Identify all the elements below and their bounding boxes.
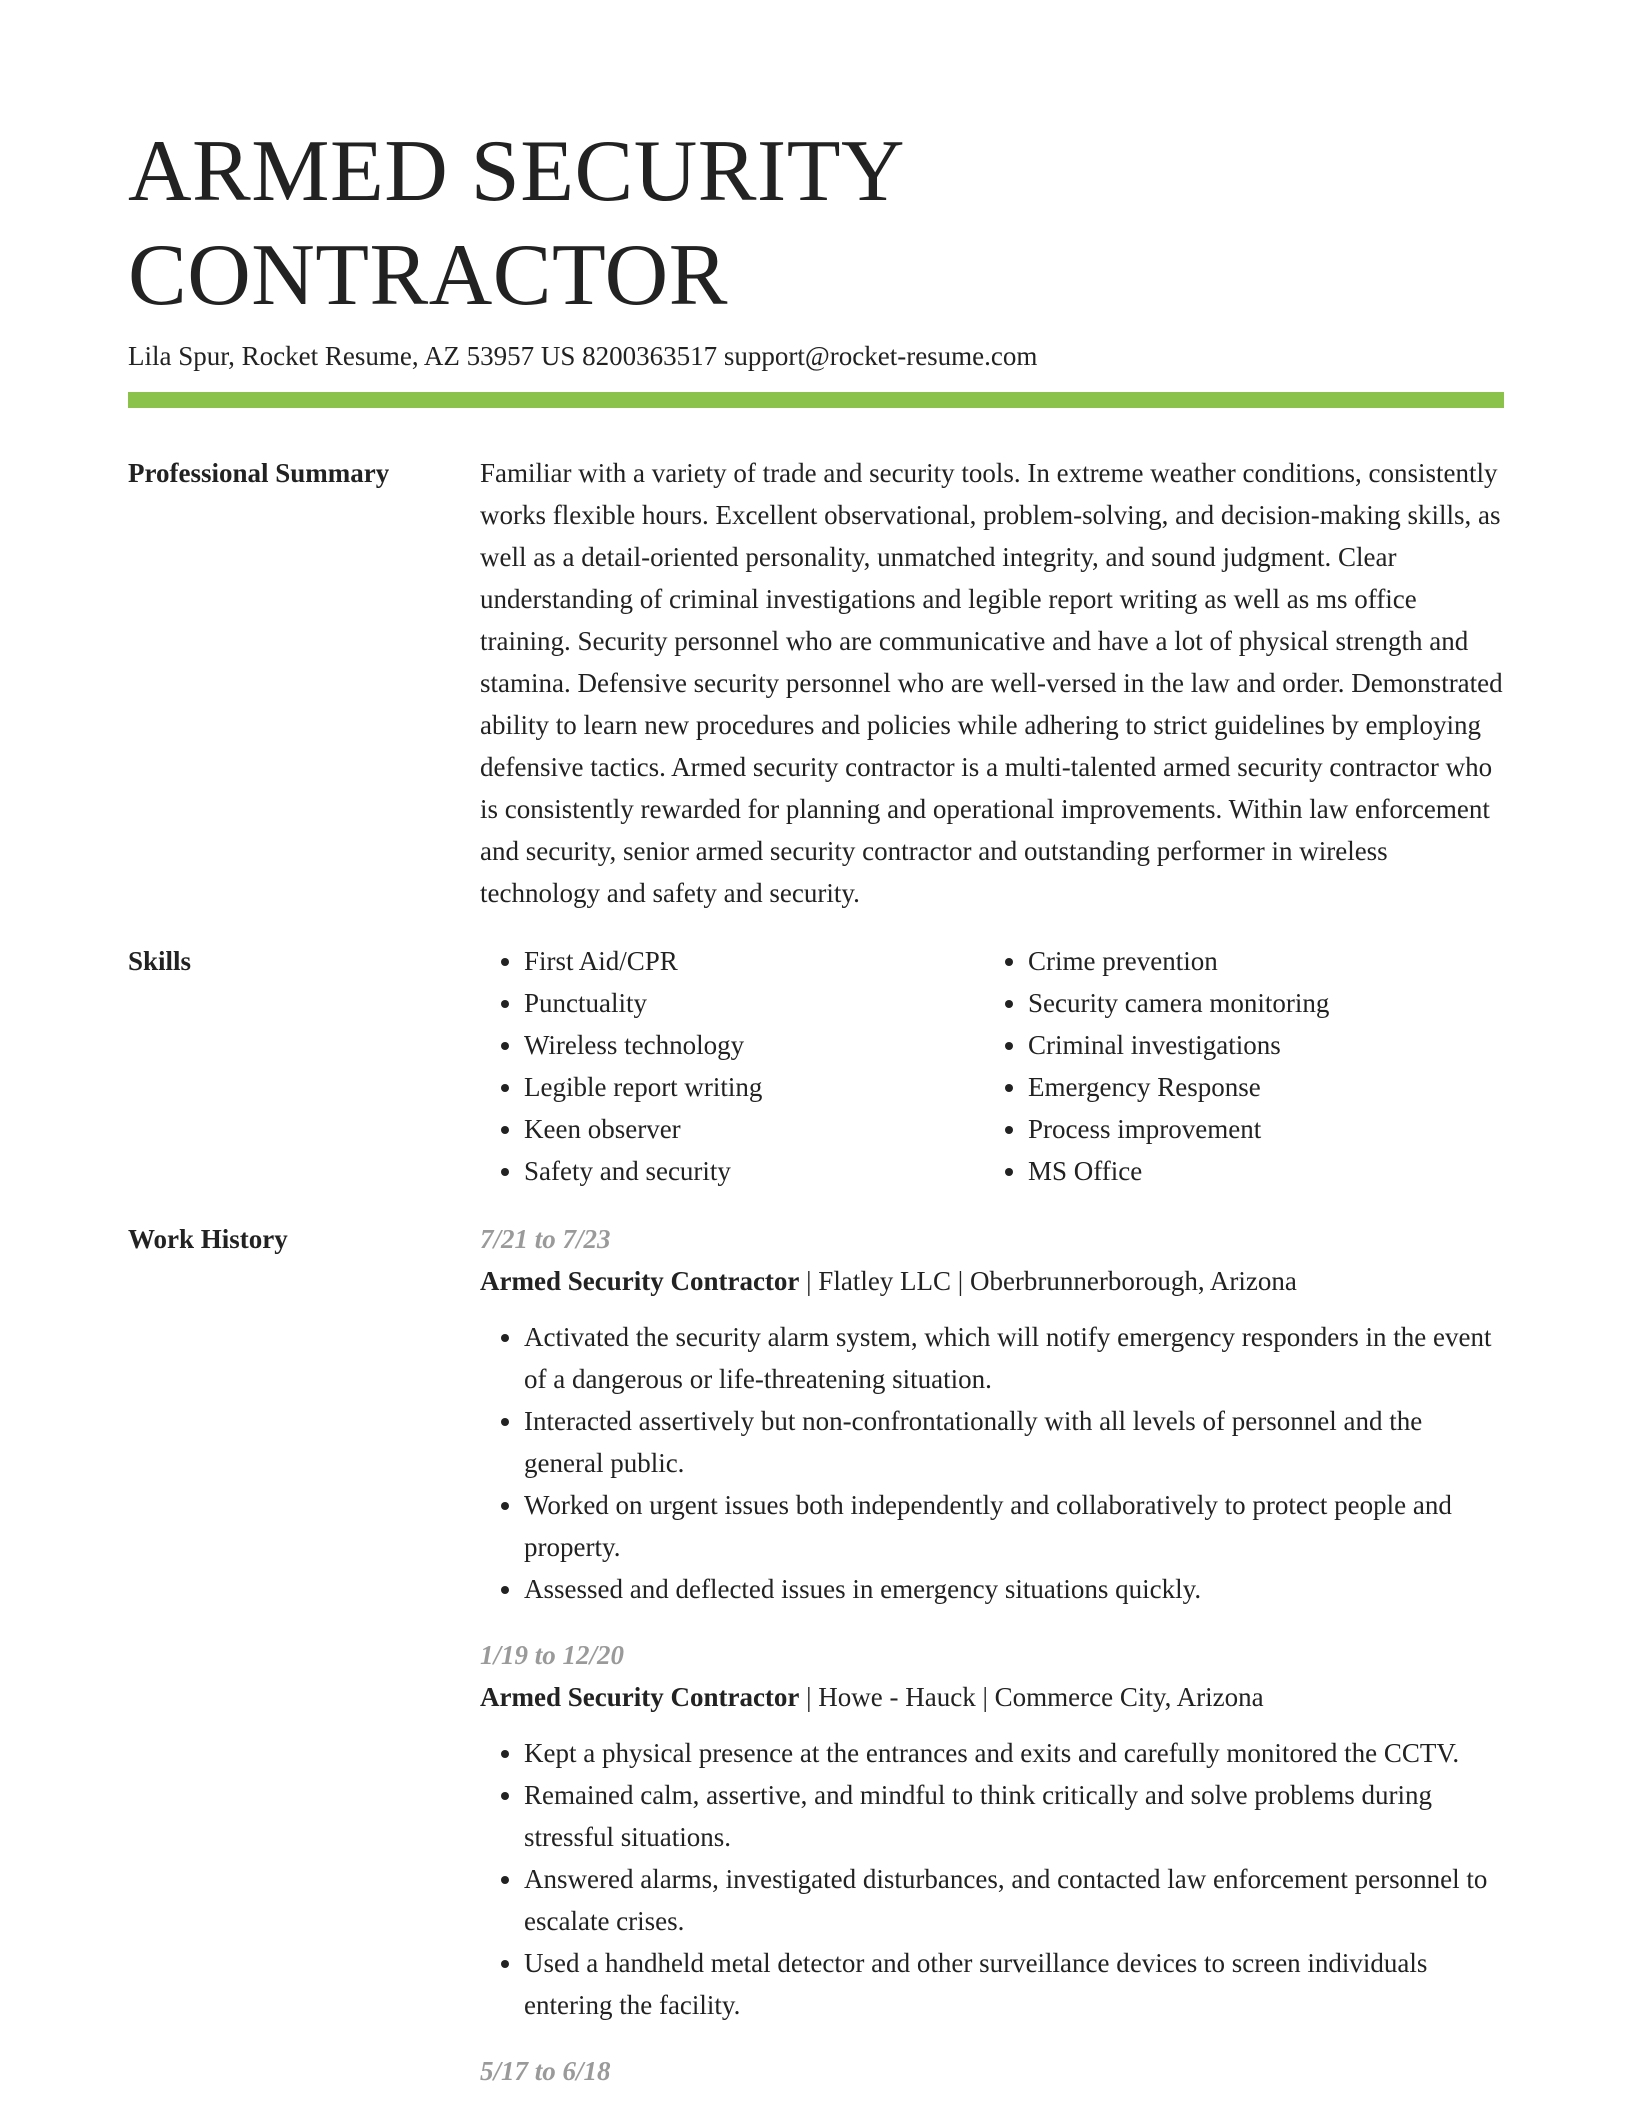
- job-role: Armed Security Contractor: [480, 1682, 800, 1712]
- skills-list-right: [984, 940, 1488, 1192]
- summary-text: Familiar with a variety of trade and security tools. In extreme weather conditions, consistently works flexible hours. Excellent observational, problem-solving, and decision-making skills, as well as a detail-oriented personality, unmatched integrity, and sound judgment. Clear understanding of criminal investigations and legible report writing as well as ms office training. Security personnel who are communicative and have a lot of physical strength and stamina. Defensive security personnel who are well-versed in the law and order. Demonstrated ability to learn new procedures and policies while adhering to strict guidelines by employing defensive tactics. Armed security contractor is a multi-talented armed security contractor who is consistently rewarded for planning and operational improvements. Within law enforcement and security, senior armed security contractor and outstanding performer in wireless technology and safety and security.: [480, 458, 1503, 908]
- skills-list-left: [480, 940, 984, 1192]
- job-bullet: • Answered alarms, investigated disturbances, and contacted law enforcement personnel to escalate crises.: [524, 1858, 1504, 1942]
- skill-item: • Punctuality: [524, 982, 984, 1024]
- job-bullet: • Used a handheld metal detector and other surveillance devices to screen individuals entering the facility.: [524, 1942, 1504, 2026]
- summary-section: [128, 456, 1504, 914]
- job-role: Armed Security Contractor: [480, 1266, 800, 1296]
- job-bullet: • Assessed and deflected issues in emergency situations quickly.: [524, 1568, 1504, 1610]
- job-bullet: • Interacted assertively but non-confrontationally with all levels of personnel and the general public.: [524, 1400, 1504, 1484]
- contact-line: Lila Spur, Rocket Resume, AZ 53957 US 8200363517 support@rocket-resume.com: [128, 341, 1038, 371]
- job-heading: [480, 1676, 1504, 1718]
- job-bullet: • Remained calm, assertive, and mindful to think critically and solve problems during stressful situations.: [524, 1774, 1504, 1858]
- resume-title: ARMED SECURITY CONTRACTOR: [128, 123, 902, 324]
- accent-divider: [128, 392, 1504, 408]
- job-bullet: • Activated the security alarm system, which will notify emergency responders in the event of a dangerous or life-threatening situation.: [524, 1316, 1504, 1400]
- job-dates: 5/17 to 6/18: [480, 2056, 611, 2086]
- skill-item: • Keen observer: [524, 1108, 984, 1150]
- skill-item: • Criminal investigations: [1028, 1024, 1488, 1066]
- skill-item: • Security camera monitoring: [1028, 982, 1488, 1024]
- job-bullets: [480, 1732, 1504, 2026]
- summary-heading: Professional Summary: [128, 458, 390, 488]
- job-bullet: • Kept a physical presence at the entrances and exits and carefully monitored the CCTV.: [524, 1732, 1504, 1774]
- skill-item: • Wireless technology: [524, 1024, 984, 1066]
- skills-section: [128, 944, 1504, 1192]
- job-bullets: [480, 1316, 1504, 1610]
- job-employer-location: | Howe - Hauck | Commerce City, Arizona: [799, 1682, 1264, 1712]
- work-history-heading: Work History: [128, 1224, 288, 1254]
- job-employer-location: | Flatley LLC | Oberbrunnerborough, Arizona: [799, 1266, 1297, 1296]
- job-entry: [480, 1218, 1504, 1610]
- skill-item: • Crime prevention: [1028, 940, 1488, 982]
- job-entry: [480, 1634, 1504, 2026]
- skill-item: • MS Office: [1028, 1150, 1488, 1192]
- work-history-section: [128, 1222, 1504, 2120]
- job-bullet: • Worked on urgent issues both independently and collaboratively to protect people and property.: [524, 1484, 1504, 1568]
- skill-item: • Emergency Response: [1028, 1066, 1488, 1108]
- resume-page: [128, 120, 1504, 2120]
- job-entry: [480, 2050, 1504, 2092]
- skill-item: • First Aid/CPR: [524, 940, 984, 982]
- job-dates: 1/19 to 12/20: [480, 1640, 625, 1670]
- skills-heading: Skills: [128, 946, 192, 976]
- skills-columns: [480, 940, 1504, 1192]
- skill-item: • Process improvement: [1028, 1108, 1488, 1150]
- job-heading: [480, 1260, 1504, 1302]
- job-dates: 7/21 to 7/23: [480, 1224, 611, 1254]
- skill-item: • Safety and security: [524, 1150, 984, 1192]
- skill-item: • Legible report writing: [524, 1066, 984, 1108]
